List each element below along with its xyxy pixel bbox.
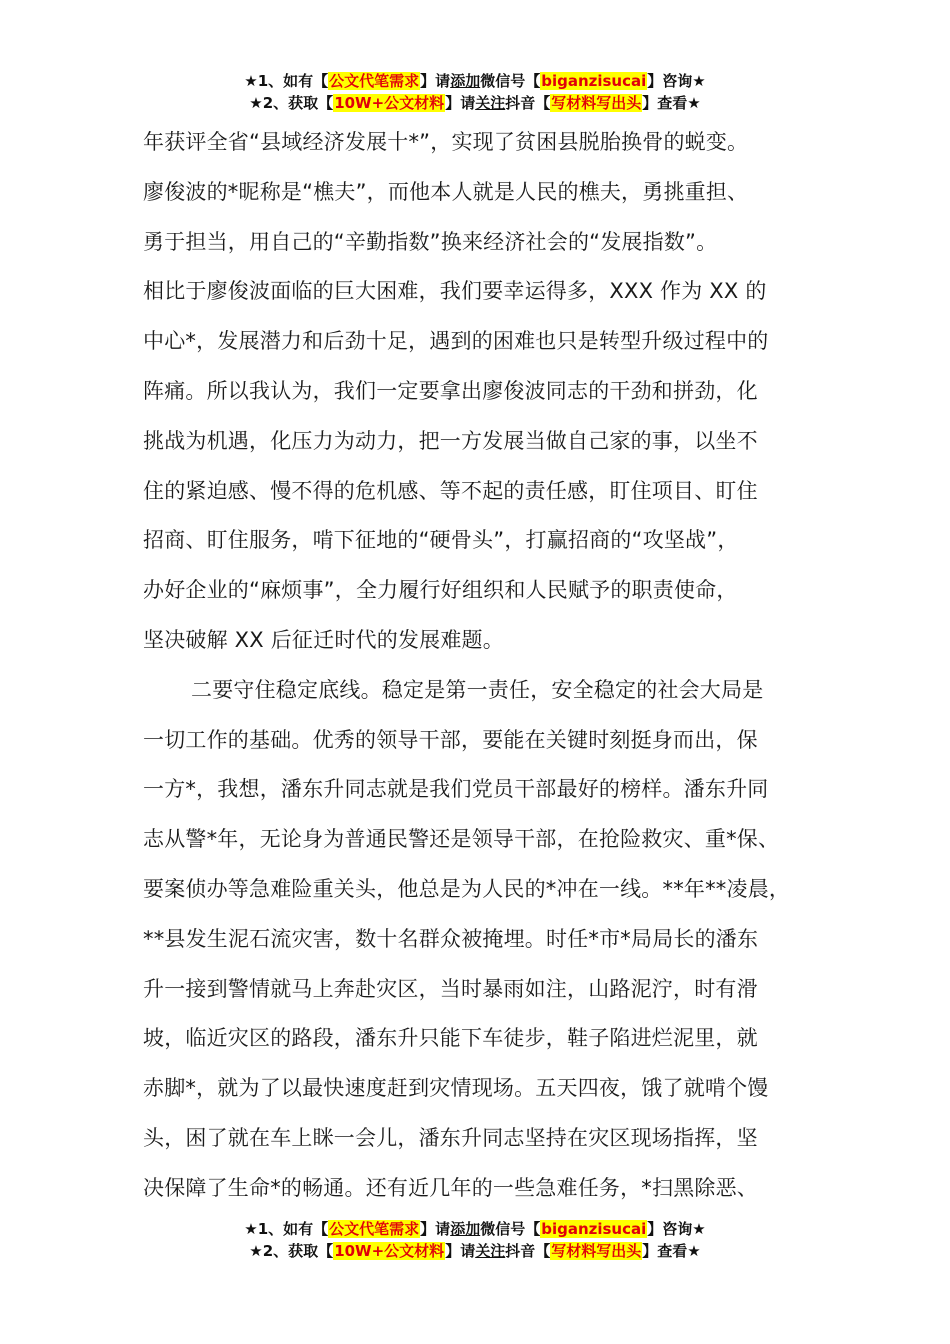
text-line: 挑战为机遇，化压力为动力，把一方发展当做自己家的事，以坐不 — [143, 428, 758, 453]
banner-underline: 关注 — [475, 1242, 506, 1260]
text-line: 头，困了就在车上眯一会儿，潘东升同志坚持在灾区现场指挥，坚 — [143, 1125, 758, 1150]
banner-line-1 — [0, 70, 950, 92]
banner-underline: 添加 — [450, 1220, 481, 1238]
banner-line-1 — [0, 1218, 950, 1240]
text-line: 坚决破解 XX 后征迁时代的发展难题。 — [143, 627, 504, 652]
banner-text: ★2、获取【 — [249, 1242, 334, 1260]
text-line: 一方*，我想，潘东升同志就是我们党员干部最好的榜样。潘东升同 — [143, 777, 769, 802]
highlight-service: 公文代笔需求 — [329, 1220, 420, 1238]
wechat-id: biganzisucai — [541, 1220, 647, 1238]
highlight-service: 公文代笔需求 — [329, 72, 420, 90]
banner-line-2 — [0, 92, 950, 114]
paragraph-start-line: 二要守住稳定底线。稳定是第一责任，安全稳定的社会大局是 — [191, 677, 764, 702]
text-line: 住的紧迫感、慢不得的危机感、等不起的责任感，盯住项目、盯住 — [143, 478, 758, 503]
text-line: 年获评全省“县域经济发展十*”，实现了贫困县脱胎换骨的蜕变。 — [143, 130, 749, 154]
text-line: 赤脚*，就为了以最快速度赶到灾情现场。五天四夜，饿了就啃个馒 — [143, 1076, 769, 1101]
banner-text: ★1、如有【 — [244, 72, 329, 90]
banner-text: 抖音【 — [505, 1242, 551, 1260]
text-line: 升一接到警情就马上奔赴灾区，当时暴雨如注，山路泥泞，时有滑 — [143, 976, 758, 1001]
banner-underline: 关注 — [475, 94, 506, 112]
banner-text: 】请 — [445, 94, 476, 112]
banner-text: 微信号【 — [480, 72, 541, 90]
text-line: **县发生泥石流灾害，数十名群众被掩埋。时任*市*局局长的潘东 — [143, 926, 759, 951]
header-banner — [0, 70, 950, 114]
banner-text: 】咨询★ — [647, 72, 706, 90]
text-line: 坡，临近灾区的路段，潘东升只能下车徒步，鞋子陷进烂泥里，就 — [143, 1026, 758, 1051]
banner-text: 微信号【 — [480, 1220, 541, 1238]
document-body — [143, 118, 823, 1214]
highlight-materials: 10W+公文材料 — [334, 1242, 445, 1260]
wechat-id: biganzisucai — [541, 72, 647, 90]
text-line: 廖俊波的*昵称是“樵夫”，而他本人就是人民的樵夫，勇挑重担、 — [143, 179, 749, 204]
douyin-account: 写材料写出头 — [551, 94, 642, 112]
text-line: 要案侦办等急难险重关头，他总是为人民的*冲在一线。**年**凌晨， — [143, 876, 791, 901]
banner-underline: 添加 — [450, 72, 481, 90]
text-line: 招商、盯住服务，啃下征地的“硬骨头”，打赢招商的“攻坚战”， — [143, 528, 739, 553]
text-line: 志从警*年，无论身为普通民警还是领导干部，在抢险救灾、重*保、 — [143, 827, 780, 852]
text-line: 相比于廖俊波面临的巨大困难，我们要幸运得多，XXX 作为 XX 的 — [143, 279, 767, 304]
banner-text: ★2、获取【 — [249, 94, 334, 112]
banner-text: 】请 — [420, 1220, 451, 1238]
text-line: 阵痛。所以我认为，我们一定要拿出廖俊波同志的干劲和拼劲，化 — [143, 378, 758, 403]
highlight-materials: 10W+公文材料 — [334, 94, 445, 112]
banner-line-2 — [0, 1240, 950, 1262]
douyin-account: 写材料写出头 — [551, 1242, 642, 1260]
text-line: 决保障了生命*的畅通。还有近几年的一些急难任务，*扫黑除恶、 — [143, 1175, 758, 1200]
banner-text: 】咨询★ — [647, 1220, 706, 1238]
banner-text: 】请 — [420, 72, 451, 90]
banner-text: 】请 — [445, 1242, 476, 1260]
text-line: 一切工作的基础。优秀的领导干部，要能在关键时刻挺身而出，保 — [143, 727, 758, 752]
text-line: 勇于担当，用自己的“辛勤指数”换来经济社会的“发展指数”。 — [143, 229, 718, 254]
banner-text: 】查看★ — [642, 1242, 701, 1260]
banner-text: 】查看★ — [642, 94, 701, 112]
banner-text: 抖音【 — [505, 94, 551, 112]
text-line: 办好企业的“麻烦事”，全力履行好组织和人民赋予的职责使命， — [143, 578, 738, 603]
banner-text: ★1、如有【 — [244, 1220, 329, 1238]
text-line: 中心*，发展潜力和后劲十足，遇到的困难也只是转型升级过程中的 — [143, 329, 769, 354]
footer-banner — [0, 1218, 950, 1262]
